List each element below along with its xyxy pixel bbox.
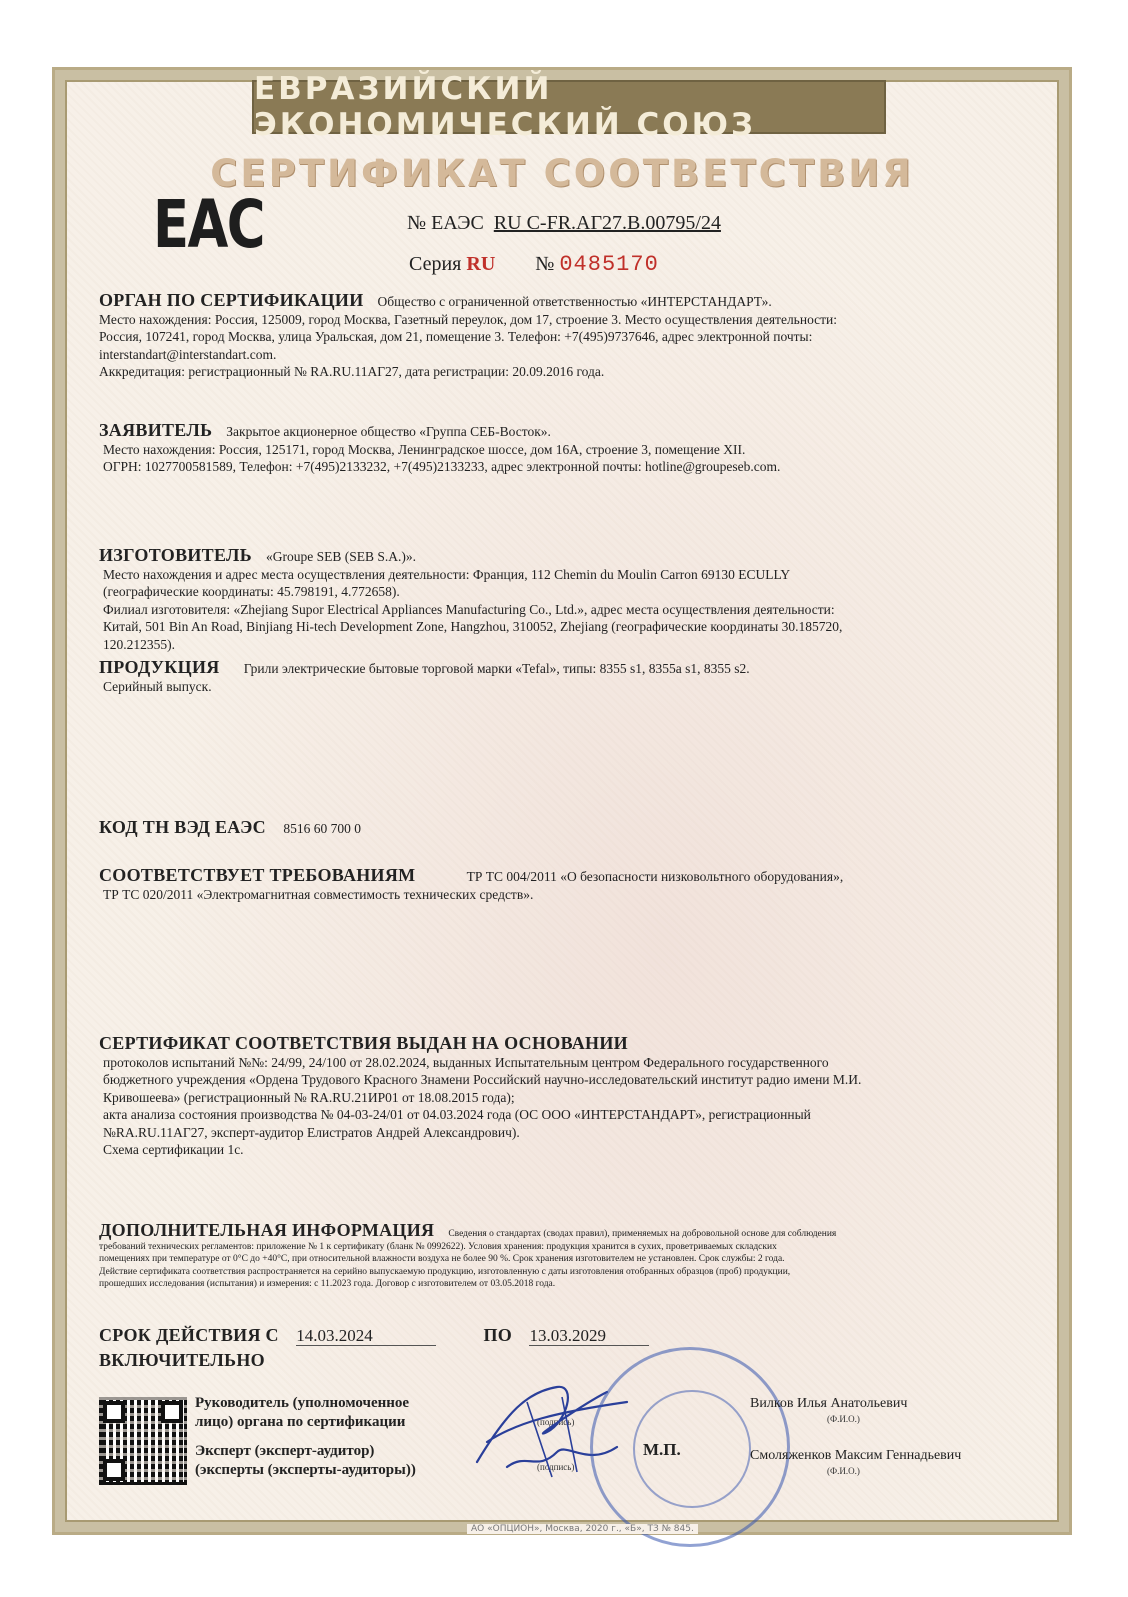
- additional-info-section: [99, 1222, 1031, 1291]
- applicant-name: Закрытое акционерное общество «Группа СЕБ-Восток».: [226, 424, 551, 439]
- additional-line: прошедших исследования (испытания) и измерения: с 11.2023 года. Договор с изготовителем от 03.05.2018 года.: [99, 1279, 556, 1289]
- validity-heading: СРОК ДЕЙСТВИЯ С: [99, 1325, 279, 1345]
- qr-finder: [103, 1401, 125, 1423]
- cert-body-heading: ОРГАН ПО СЕРТИФИКАЦИИ: [99, 290, 364, 310]
- expert-label-line: (эксперты (эксперты-аудиторы)): [195, 1462, 416, 1478]
- basis-line: акта анализа состояния производства № 04-03-24/01 от 04.03.2024 года (ОС ООО «ИНТЕРСТАНДАРТ», регистрационный: [103, 1107, 811, 1122]
- applicant-line: Место нахождения: Россия, 125171, город Москва, Ленинградское шоссе, дом 16А, строение 3, помещение XII.: [103, 441, 746, 457]
- expert-label-line: Эксперт (эксперт-аудитор): [195, 1443, 375, 1459]
- fio-caption: (Ф.И.О.): [827, 1414, 860, 1424]
- series-line: [409, 252, 659, 277]
- validity-from: 14.03.2024: [296, 1327, 436, 1346]
- expert-name: Смоляженков Максим Геннадьевич: [750, 1448, 962, 1463]
- applicant-section: [99, 422, 1031, 476]
- union-title: ЕВРАЗИЙСКИЙ ЭКОНОМИЧЕСКИЙ СОЮЗ: [252, 80, 886, 134]
- basis-section: [99, 1035, 1031, 1159]
- additional-line: помещениях при температуре от 0°С до +40°С, при относительной влажности воздуха не более 90 %. Срок хранения изготовителем не установлен. Срок службы: 2 года.: [99, 1254, 785, 1264]
- product-line: Серийный выпуск.: [103, 678, 212, 694]
- validity-section: [99, 1327, 1031, 1370]
- applicant-heading: ЗАЯВИТЕЛЬ: [99, 420, 213, 440]
- manufacturer-line: Китай, 501 Bin An Road, Binjiang Hi-tech Development Zone, Hangzhou, 310052, Zhejiang (географические координаты 30.185720,: [103, 619, 843, 634]
- head-signature-label: [195, 1394, 409, 1432]
- basis-line: Кривошеева» (регистрационный № RA.RU.21ИР01 от 18.08.2015 года);: [103, 1089, 515, 1105]
- qr-finder: [161, 1401, 183, 1423]
- cert-body-name: Общество с ограниченной ответственностью «ИНТЕРСТАНДАРТ».: [377, 294, 772, 309]
- validity-to: 13.03.2029: [529, 1327, 649, 1346]
- cert-body-line: Россия, 107241, город Москва, улица Уральская, дом 21, помещение 3. Телефон: +7(495)9737646, адрес электронной почты:: [99, 329, 813, 344]
- manufacturer-section: [99, 547, 1031, 653]
- head-label-line: Руководитель (уполномоченное: [195, 1395, 410, 1411]
- certificate-title: СЕРТИФИКАТ СООТВЕТСТВИЯ: [210, 152, 914, 195]
- series-label: Серия: [409, 253, 462, 275]
- certificate-frame: [52, 67, 1072, 1535]
- number-value: RU С-FR.АГ27.В.00795/24: [493, 212, 721, 234]
- number-prefix: № ЕАЭС: [407, 212, 484, 234]
- basis-line: бюджетного учреждения «Ордена Трудового Красного Знамени Российский научно-исследовательский институт радио имени М.И.: [103, 1072, 862, 1087]
- requirements-text: ТР ТС 004/2011 «О безопасности низковольтного оборудования»,: [466, 869, 844, 884]
- basis-line: Схема сертификации 1с.: [103, 1142, 244, 1157]
- validity-to-label: ПО: [483, 1325, 513, 1345]
- applicant-line: ОГРН: 1027700581589, Телефон: +7(495)2133232, +7(495)2133233, адрес электронной почты: hotline@groupeseb.com.: [103, 459, 781, 474]
- cert-body-line: Аккредитация: регистрационный № RA.RU.11АГ27, дата регистрации: 20.09.2016 года.: [99, 364, 605, 379]
- head-name: Вилков Илья Анатольевич: [750, 1396, 908, 1411]
- basis-heading: СЕРТИФИКАТ СООТВЕТСТВИЯ ВЫДАН НА ОСНОВАНИИ: [99, 1033, 628, 1053]
- eac-logo: EAC: [153, 186, 264, 263]
- hs-code-heading: КОД ТН ВЭД ЕАЭС: [99, 817, 266, 837]
- requirements-heading: СООТВЕТСТВУЕТ ТРЕБОВАНИЯМ: [99, 865, 416, 885]
- certification-stamp: [590, 1347, 790, 1547]
- hs-code-section: [99, 819, 1031, 838]
- requirements-line: ТР ТС 020/2011 «Электромагнитная совместимость технических средств».: [103, 886, 534, 902]
- validity-inclusive: ВКЛЮЧИТЕЛЬНО: [99, 1349, 265, 1370]
- manufacturer-line: (географические координаты: 45.798191, 4.772658).: [103, 584, 400, 599]
- additional-line: Сведения о стандартах (сводах правил), применяемых на добровольной основе для соблюдения: [448, 1229, 837, 1239]
- manufacturer-heading: ИЗГОТОВИТЕЛЬ: [99, 545, 252, 565]
- fio-caption: (Ф.И.О.): [827, 1466, 860, 1476]
- printer-imprint: АО «ОПЦИОН», Москва, 2020 г., «Б», ТЗ № 845.: [467, 1524, 698, 1534]
- signature-caption: (подпись): [537, 1462, 575, 1472]
- product-text: Грили электрические бытовые торговой марки «Tefal», типы: 8355 s1, 8355a s1, 8355 s2.: [243, 661, 750, 676]
- series-value: RU: [466, 253, 496, 275]
- requirements-section: [99, 867, 1031, 903]
- hs-code-value: 8516 60 700 0: [283, 821, 361, 836]
- basis-line: протоколов испытаний №№: 24/99, 24/100 от 28.02.2024, выданных Испытательным центром Федерального государственного: [103, 1054, 829, 1070]
- cert-body-line: interstandart@interstandart.com.: [99, 346, 277, 362]
- product-heading: ПРОДУКЦИЯ: [99, 657, 220, 677]
- expert-signature-label: [195, 1442, 416, 1480]
- qr-finder: [103, 1459, 125, 1481]
- additional-line: требований технических регламентов: приложение № 1 к сертификату (бланк № 0992622). Условия хранения: продукция хранится в сухих, проветриваемых складских: [99, 1241, 777, 1252]
- basis-line: №RA.RU.11АГ27, эксперт-аудитор Елистратов Андрей Александрович).: [103, 1124, 520, 1140]
- certification-body-section: [99, 292, 1031, 381]
- manufacturer-name: «Groupe SEB (SEB S.A.)».: [265, 549, 416, 564]
- head-label-line: лицо) органа по сертификации: [195, 1414, 406, 1430]
- series-num: 0485170: [559, 252, 659, 277]
- signature-caption: (подпись): [537, 1417, 575, 1427]
- manufacturer-line: Место нахождения и адрес места осуществления деятельности: Франция, 112 Chemin du Moulin Carron 69130 ECULLY: [103, 566, 791, 582]
- cert-body-line: Место нахождения: Россия, 125009, город Москва, Газетный переулок, дом 17, строение 3. Место осуществления деятельности:: [99, 311, 838, 327]
- product-section: [99, 659, 1031, 695]
- manufacturer-line: Филиал изготовителя: «Zhejiang Supor Electrical Appliances Manufacturing Co., Ltd.», адрес места осуществления деятельности:: [103, 601, 835, 617]
- certificate-number: [407, 212, 721, 235]
- stamp-mp: М.П.: [643, 1440, 681, 1459]
- series-num-label: №: [535, 253, 555, 275]
- manufacturer-line: 120.212355).: [103, 636, 175, 652]
- additional-line: Действие сертификата соответствия распространяется на серийно выпускаемую продукцию, изготовленную с даты изготовления отобранных образцов (проб) продукции,: [99, 1266, 791, 1277]
- additional-heading: ДОПОЛНИТЕЛЬНАЯ ИНФОРМАЦИЯ: [99, 1220, 435, 1240]
- certificate-body: [65, 71, 1059, 1534]
